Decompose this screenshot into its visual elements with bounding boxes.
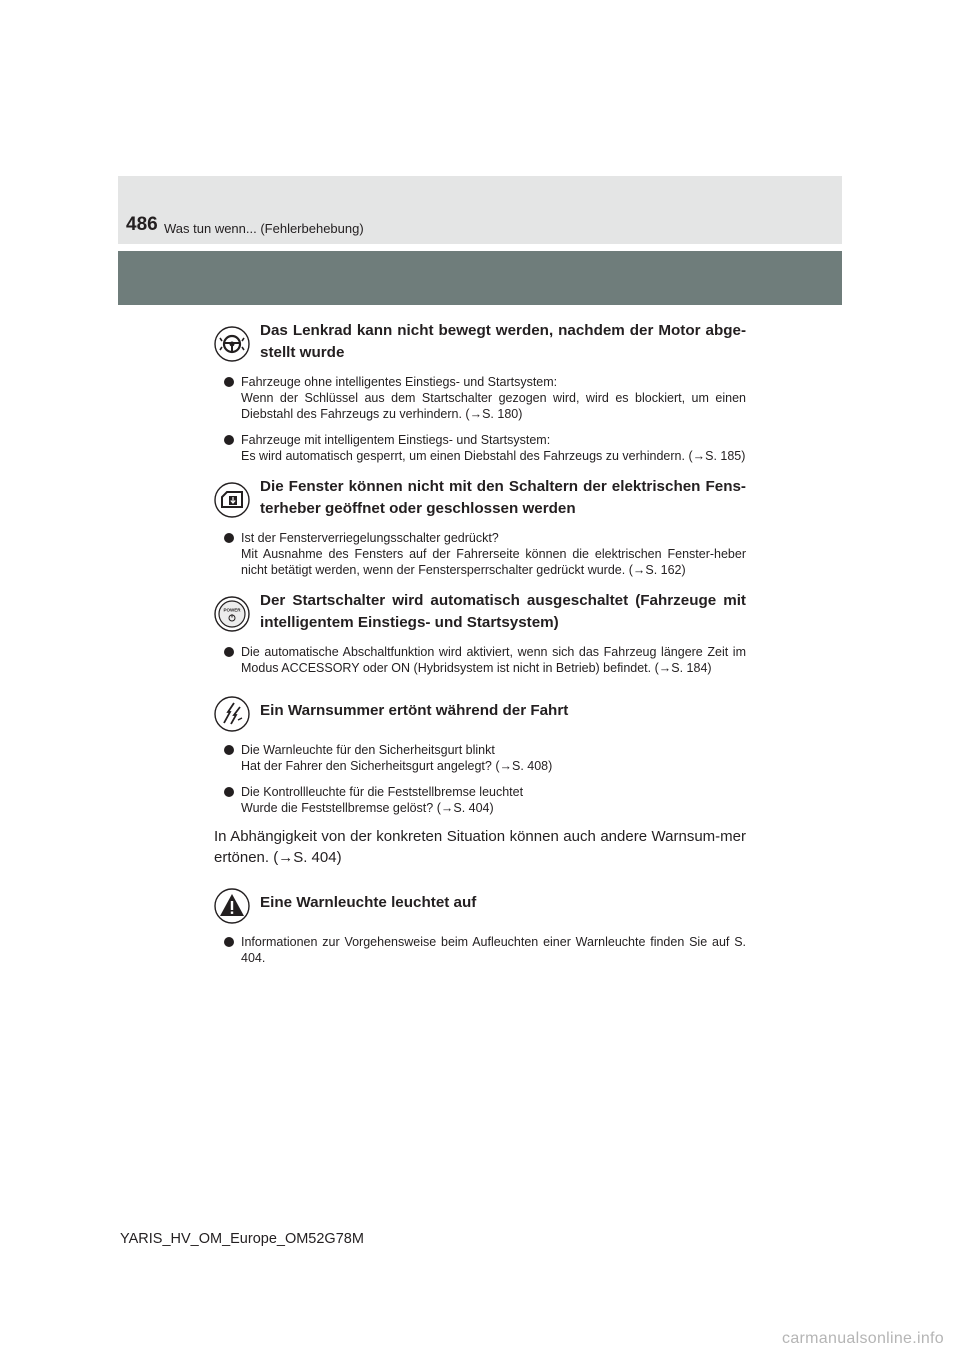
watermark: carmanualsonline.info: [782, 1330, 944, 1347]
bullet-text: Wenn der Schlüssel aus dem Startschalter gezogen wird, wird es blockiert, um einen Diebstahl des Fahrzeugs zu verhindern. (→S. 180): [241, 391, 746, 421]
section-title: Was tun wenn... (Fehlerbehebung): [164, 221, 364, 236]
bullet-text: Hat der Fahrer den Sicherheitsgurt angelegt? (→S. 408): [241, 759, 553, 773]
content: [214, 320, 746, 966]
section-heading: [214, 320, 746, 364]
bullet-text: Wurde die Feststellbremse gelöst? (→S. 404): [241, 801, 494, 815]
steering-wheel-icon: [214, 326, 250, 362]
chapter-band: [118, 251, 842, 305]
section-heading: [214, 476, 746, 520]
note-paragraph: In Abhängigkeit von der konkreten Situation können auch andere Warnsum-mer ertönen. (→S. 404): [214, 828, 746, 866]
bullet-line: Ist der Fensterverriegelungsschalter gedrückt?: [241, 531, 499, 545]
bullet-icon: [224, 435, 234, 445]
power-label: POWER: [223, 607, 241, 613]
bullet-text: Informationen zur Vorgehensweise beim Aufleuchten einer Warnleuchte finden Sie auf S. 404.: [241, 935, 746, 965]
bullet-icon: [224, 647, 234, 657]
header-band: [118, 176, 842, 244]
section-heading-text: Das Lenkrad kann nicht bewegt werden, nachdem der Motor abge-stellt wurde: [260, 322, 746, 361]
bullet-line: Fahrzeuge ohne intelligentes Einstiegs- und Startsystem:: [241, 375, 558, 389]
list-item: [214, 934, 746, 966]
list-item: [214, 784, 746, 816]
bullet-text: Die automatische Abschaltfunktion wird aktiviert, wenn sich das Fahrzeug längere Zeit im Modus ACCESSORY oder ON (Hybridsystem ist nicht in Betrieb) befindet. (→S. 184): [241, 645, 746, 675]
power-switch-icon: [214, 596, 250, 632]
window-switch-icon: [214, 482, 250, 518]
section-heading-text: Eine Warnleuchte leuchtet auf: [260, 894, 477, 911]
section-heading-text: Ein Warnsummer ertönt während der Fahrt: [260, 702, 569, 719]
section-heading-text: Der Startschalter wird automatisch ausgeschaltet (Fahrzeuge mit intelligentem Einstiegs- und Startsystem): [260, 592, 746, 631]
page-number: 486: [126, 214, 158, 235]
bullet-line: Die Warnleuchte für den Sicherheitsgurt blinkt: [241, 743, 495, 757]
bullet-line: Fahrzeuge mit intelligentem Einstiegs- und Startsystem:: [241, 433, 551, 447]
bullet-icon: [224, 533, 234, 543]
bullet-line: Die Kontrollleuchte für die Feststellbremse leuchtet: [241, 785, 524, 799]
bullet-text: Mit Ausnahme des Fensters auf der Fahrerseite können die elektrischen Fenster-heber nicht betätigt werden, wenn der Fenstersperrschalter gedrückt wurde. (→S. 162): [241, 547, 746, 577]
buzzer-icon: [214, 696, 250, 732]
section-heading-text: Die Fenster können nicht mit den Schaltern der elektrischen Fens-terheber geöffnet oder geschlossen werden: [260, 478, 746, 517]
list-item: [214, 432, 746, 464]
bullet-icon: [224, 377, 234, 387]
bullet-icon: [224, 745, 234, 755]
list-item: [214, 530, 746, 578]
footer-doc-id: YARIS_HV_OM_Europe_OM52G78M: [120, 1231, 364, 1247]
bullet-text: Es wird automatisch gesperrt, um einen Diebstahl des Fahrzeugs zu verhindern. (→S. 185): [241, 449, 746, 463]
bullet-icon: [224, 787, 234, 797]
list-item: [214, 742, 746, 774]
list-item: [214, 644, 746, 676]
warning-triangle-icon: [214, 888, 250, 924]
bullet-icon: [224, 937, 234, 947]
section-heading: [214, 882, 746, 924]
section-heading: [214, 590, 746, 634]
list-item: [214, 374, 746, 422]
section-heading: [214, 690, 746, 732]
